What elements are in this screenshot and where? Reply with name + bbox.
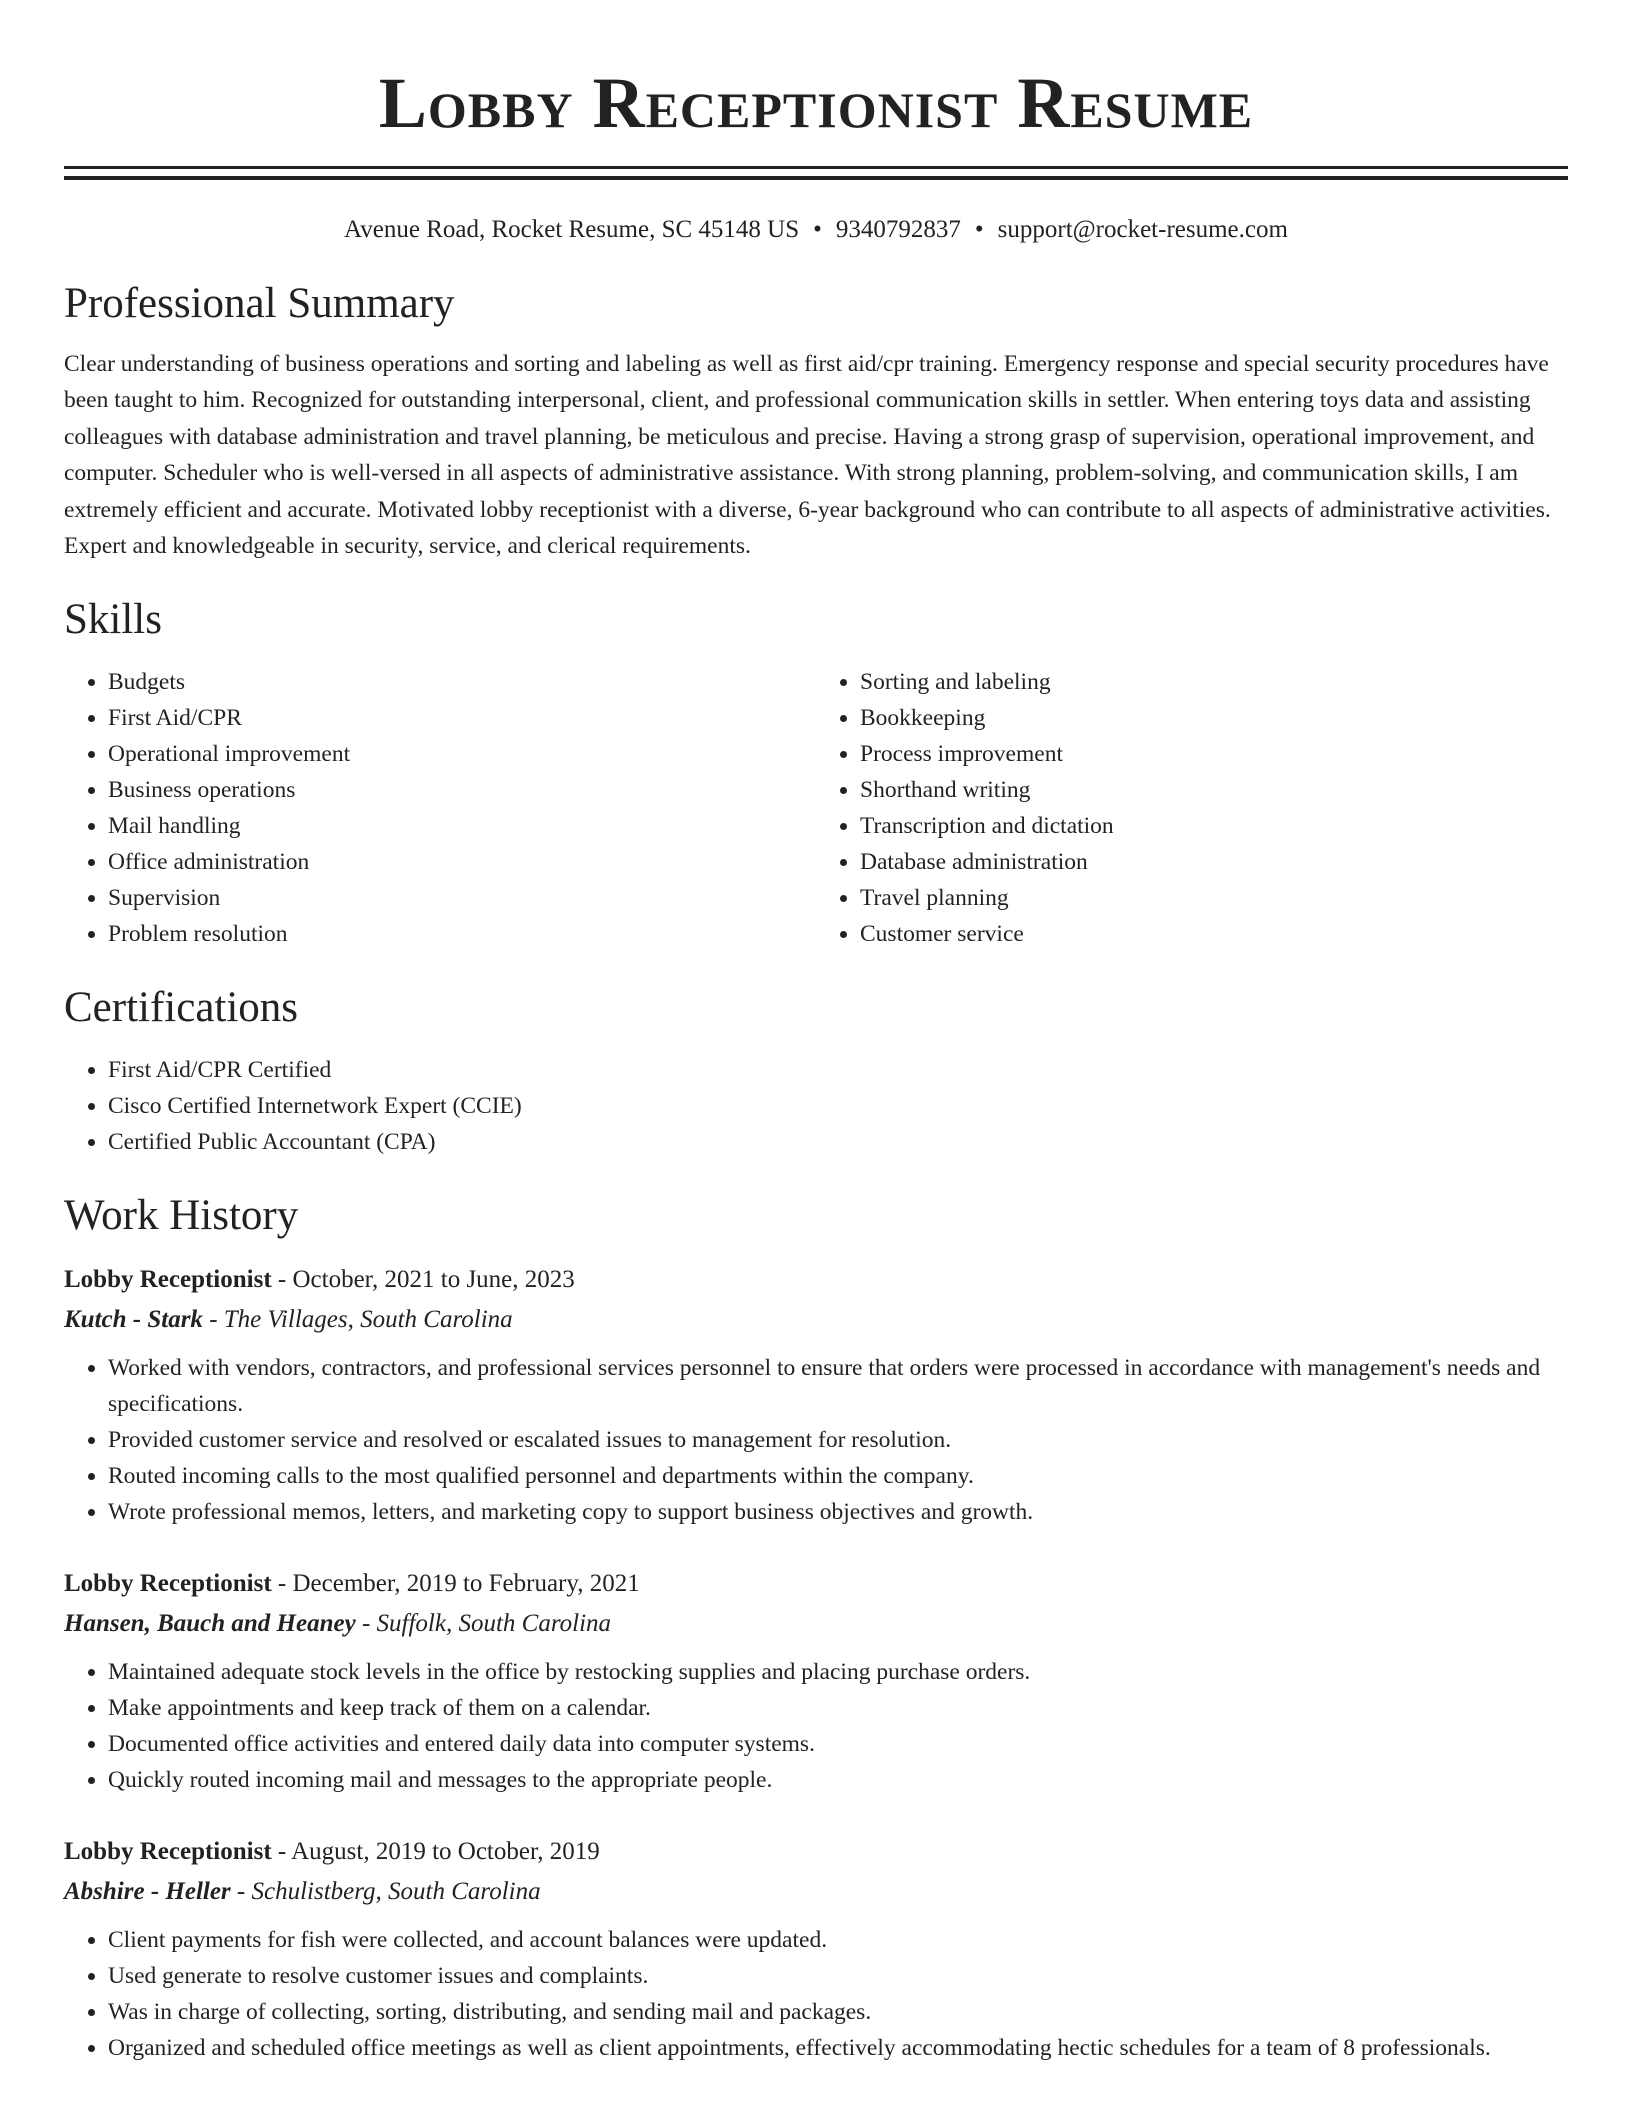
employer-location: Schulistberg, South Carolina [251, 1878, 541, 1906]
skill-item: • Database administration [860, 844, 1568, 880]
skill-item: • Sorting and labeling [860, 664, 1568, 700]
skill-item: • Process improvement [860, 736, 1568, 772]
job-duty: • Organized and scheduled office meetings as well as client appointments, effectively accommodating hectic schedules for a team of 8 professionals. [108, 2030, 1568, 2066]
employer-name: Kutch - Stark [64, 1306, 203, 1334]
contact-separator: • [974, 216, 984, 243]
job-dates: December, 2019 to February, 2021 [292, 1570, 640, 1598]
job-dates: August, 2019 to October, 2019 [291, 1838, 600, 1866]
job-duties-list [64, 1654, 1568, 1798]
job-duty: • Provided customer service and resolved or escalated issues to management for resolution. [108, 1422, 1568, 1458]
summary-section [64, 276, 1568, 564]
job-duty: • Worked with vendors, contractors, and professional services personnel to ensure that orders were processed in accordance with management's needs and specifications. [108, 1350, 1568, 1422]
skill-item: • Customer service [860, 916, 1568, 952]
contact-phone: 9340792837 [835, 216, 961, 243]
job-duties-list [64, 1922, 1568, 2066]
skill-item: • Office administration [108, 844, 816, 880]
job-duty: • Documented office activities and entered daily data into computer systems. [108, 1726, 1568, 1762]
job-duty: • Make appointments and keep track of them on a calendar. [108, 1690, 1568, 1726]
contact-separator: • [813, 216, 822, 243]
title-divider-bottom [64, 176, 1568, 180]
job-duty: • Maintained adequate stock levels in the office by restocking supplies and placing purchase orders. [108, 1654, 1568, 1690]
job-dates: October, 2021 to June, 2023 [292, 1266, 575, 1294]
employer-line: Abshire - Heller - Schulistberg, South Carolina [64, 1878, 541, 1906]
skills-columns [64, 664, 1568, 952]
skill-item: • Shorthand writing [860, 772, 1568, 808]
job-duty: • Was in charge of collecting, sorting, distributing, and sending mail and packages. [108, 1994, 1568, 2030]
skills-section [64, 592, 1568, 952]
contact-email: support@rocket-resume.com [997, 216, 1288, 243]
skills-list-left [64, 664, 816, 952]
employer-name: Abshire - Heller [64, 1878, 231, 1906]
employer-name: Hansen, Bauch and Heaney [64, 1610, 356, 1638]
work-history-section [64, 1188, 1568, 2066]
skill-item: • Operational improvement [108, 736, 816, 772]
employer-line: Kutch - Stark - The Villages, South Carolina [64, 1306, 513, 1334]
job-duty: • Used generate to resolve customer issues and complaints. [108, 1958, 1568, 1994]
employer-location: The Villages, South Carolina [223, 1306, 513, 1334]
skill-item: • Problem resolution [108, 916, 816, 952]
skills-heading: Skills [64, 596, 162, 644]
job-duty: • Client payments for fish were collected, and account balances were updated. [108, 1922, 1568, 1958]
skill-item: • Supervision [108, 880, 816, 916]
skill-item: • Business operations [108, 772, 816, 808]
employer-line: Hansen, Bauch and Heaney - Suffolk, South Carolina [64, 1610, 612, 1638]
job-entry [64, 1832, 1568, 2066]
skill-item: • First Aid/CPR [108, 700, 816, 736]
skill-item: • Travel planning [860, 880, 1568, 916]
job-title-line: Lobby Receptionist - August, 2019 to October, 2019 [64, 1838, 600, 1866]
job-title-line: Lobby Receptionist - October, 2021 to June, 2023 [64, 1266, 575, 1294]
certification-item: • Certified Public Accountant (CPA) [108, 1124, 1568, 1160]
job-entry [64, 1260, 1568, 1530]
contact-line [0, 214, 1632, 246]
summary-heading: Professional Summary [64, 280, 455, 327]
job-title: Lobby Receptionist [64, 1570, 272, 1598]
resume-body [0, 276, 1632, 2066]
job-duty: • Routed incoming calls to the most qualified personnel and departments within the company. [108, 1458, 1568, 1494]
certifications-heading: Certifications [64, 984, 299, 1032]
employer-location: Suffolk, South Carolina [376, 1610, 612, 1638]
skills-list-right [816, 664, 1568, 952]
resume-title: Lobby Receptionist Resume [378, 63, 1254, 143]
certification-item: • Cisco Certified Internetwork Expert (CCIE) [108, 1088, 1568, 1124]
skill-item: • Mail handling [108, 808, 816, 844]
skill-item: • Transcription and dictation [860, 808, 1568, 844]
job-duty: • Wrote professional memos, letters, and marketing copy to support business objectives and growth. [108, 1494, 1568, 1530]
certification-item: • First Aid/CPR Certified [108, 1052, 1568, 1088]
job-entry [64, 1564, 1568, 1798]
job-title-line: Lobby Receptionist - December, 2019 to February, 2021 [64, 1570, 640, 1598]
job-duties-list [64, 1350, 1568, 1530]
work-history-heading: Work History [64, 1192, 299, 1240]
skill-item: • Bookkeeping [860, 700, 1568, 736]
certifications-list [64, 1052, 1568, 1160]
certifications-section [64, 980, 1568, 1160]
job-duty: • Quickly routed incoming mail and messages to the appropriate people. [108, 1762, 1568, 1798]
summary-text: Clear understanding of business operations and sorting and labeling as well as first aid/cpr training. Emergency response and special security procedures have been taught to him. Recognized for outstanding interpersonal, client, and professional communication skills in settler. When entering toys data and assisting colleagues with database administration and travel planning, be meticulous and precise. Having a strong grasp of supervision, operational improvement, and computer. Scheduler who is well-versed in all aspects of administrative assistance. With strong planning, problem-solving, and communication skills, I am extremely efficient and accurate. Motivated lobby receptionist with a diverse, 6-year background who can contribute to all aspects of administrative activities. Expert and knowledgeable in security, service, and clerical requirements. [64, 351, 1551, 560]
job-title: Lobby Receptionist [64, 1266, 272, 1294]
job-title: Lobby Receptionist [64, 1838, 272, 1866]
skill-item: • Budgets [108, 664, 816, 700]
title-divider-top [64, 166, 1568, 169]
contact-address: Avenue Road, Rocket Resume, SC 45148 US [344, 216, 800, 243]
